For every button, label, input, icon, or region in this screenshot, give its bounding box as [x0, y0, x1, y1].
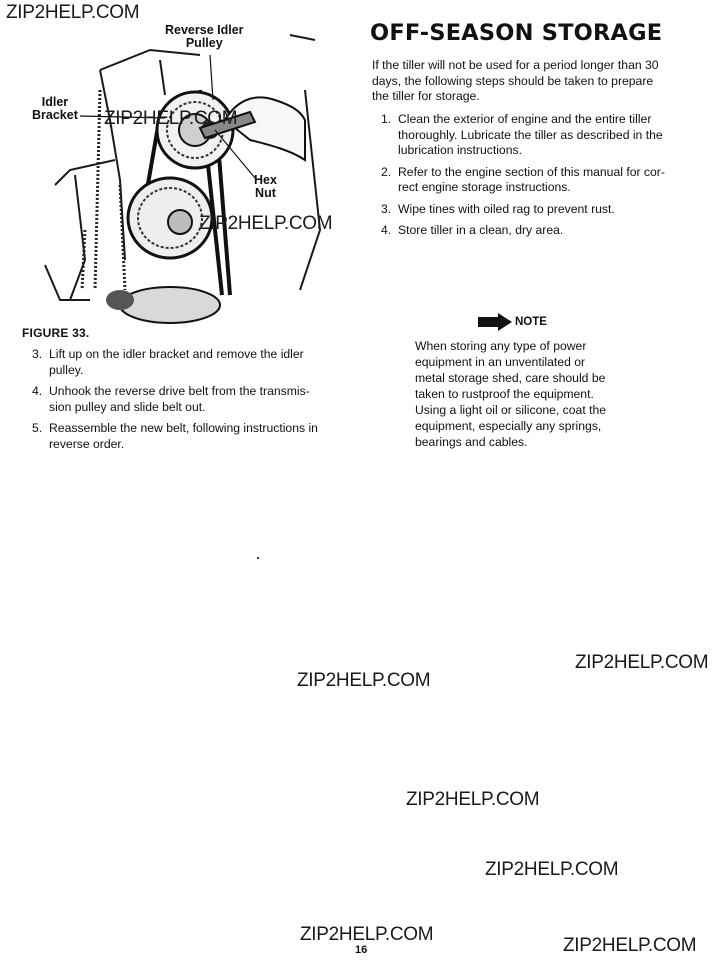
- watermark: ZIP2HELP.COM: [575, 652, 709, 673]
- spring-left: [95, 90, 100, 290]
- leader-reverse-idler-pulley: [210, 55, 213, 100]
- watermark: ZIP2HELP.COM: [563, 935, 697, 956]
- callout-line: Reverse Idler: [165, 23, 244, 37]
- callout-line: Pulley: [185, 36, 223, 50]
- callout-reverse-idler-pulley: [165, 24, 244, 50]
- list-item: 3. Lift up on the idler bracket and remove the idler pulley.: [32, 347, 304, 377]
- list-item: 4. Unhook the reverse drive belt from the transmis- sion pulley and slide belt out.: [32, 384, 310, 414]
- arrow-right-icon: [478, 313, 512, 331]
- callout-hex-nut: [254, 174, 277, 200]
- watermark: ZIP2HELP.COM: [300, 924, 434, 945]
- callout-idler-bracket: [32, 96, 78, 122]
- belt-replacement-steps: [32, 347, 344, 458]
- note-header: [478, 313, 547, 331]
- section-title: OFF-SEASON STORAGE: [370, 20, 663, 46]
- frame-top-bracket: [100, 50, 200, 70]
- callout-line: Bracket: [32, 108, 78, 122]
- figure-caption: FIGURE 33.: [22, 326, 90, 340]
- watermark: ZIP2HELP.COM: [199, 213, 333, 234]
- watermark: ZIP2HELP.COM: [6, 2, 140, 23]
- list-item: 4. Store tiller in a clean, dry area.: [381, 223, 564, 237]
- watermark: ZIP2HELP.COM: [104, 108, 238, 129]
- storage-intro: If the tiller will not be used for a period longer than 30 days, the following steps should be taken to prepare the tiller for storage.: [372, 58, 659, 103]
- idler-bracket-arm: [55, 160, 115, 185]
- watermark: ZIP2HELP.COM: [485, 859, 619, 880]
- list-item: 2. Refer to the engine section of this manual for cor- rect engine storage instructions.: [381, 164, 665, 194]
- list-item: 1. Clean the exterior of engine and the entire tiller thoroughly. Lubricate the tiller as described in the lubrication instructions.: [381, 112, 663, 157]
- watermark: ZIP2HELP.COM: [406, 789, 540, 810]
- page-number: 16: [355, 944, 368, 956]
- note-body: When storing any type of power equipment in an unventilated or metal storage shed, care should be taken to rustproof the equipment. Using a light oil or silicone, coat the equipment, especially any springs, bearings and cables.: [415, 339, 607, 449]
- callout-line: Idler: [41, 95, 69, 109]
- stray-dot: [257, 557, 259, 559]
- frame-left-rail: [100, 70, 125, 260]
- list-item: 3. Wipe tines with oiled rag to prevent rust.: [381, 201, 615, 216]
- storage-steps: [381, 112, 693, 245]
- note-label: NOTE: [515, 316, 547, 328]
- list-item: 5. Reassemble the new belt, following instructions in reverse order.: [32, 421, 318, 451]
- watermark: ZIP2HELP.COM: [297, 670, 431, 691]
- callout-line: Nut: [255, 186, 276, 200]
- callout-line: Hex: [254, 173, 277, 187]
